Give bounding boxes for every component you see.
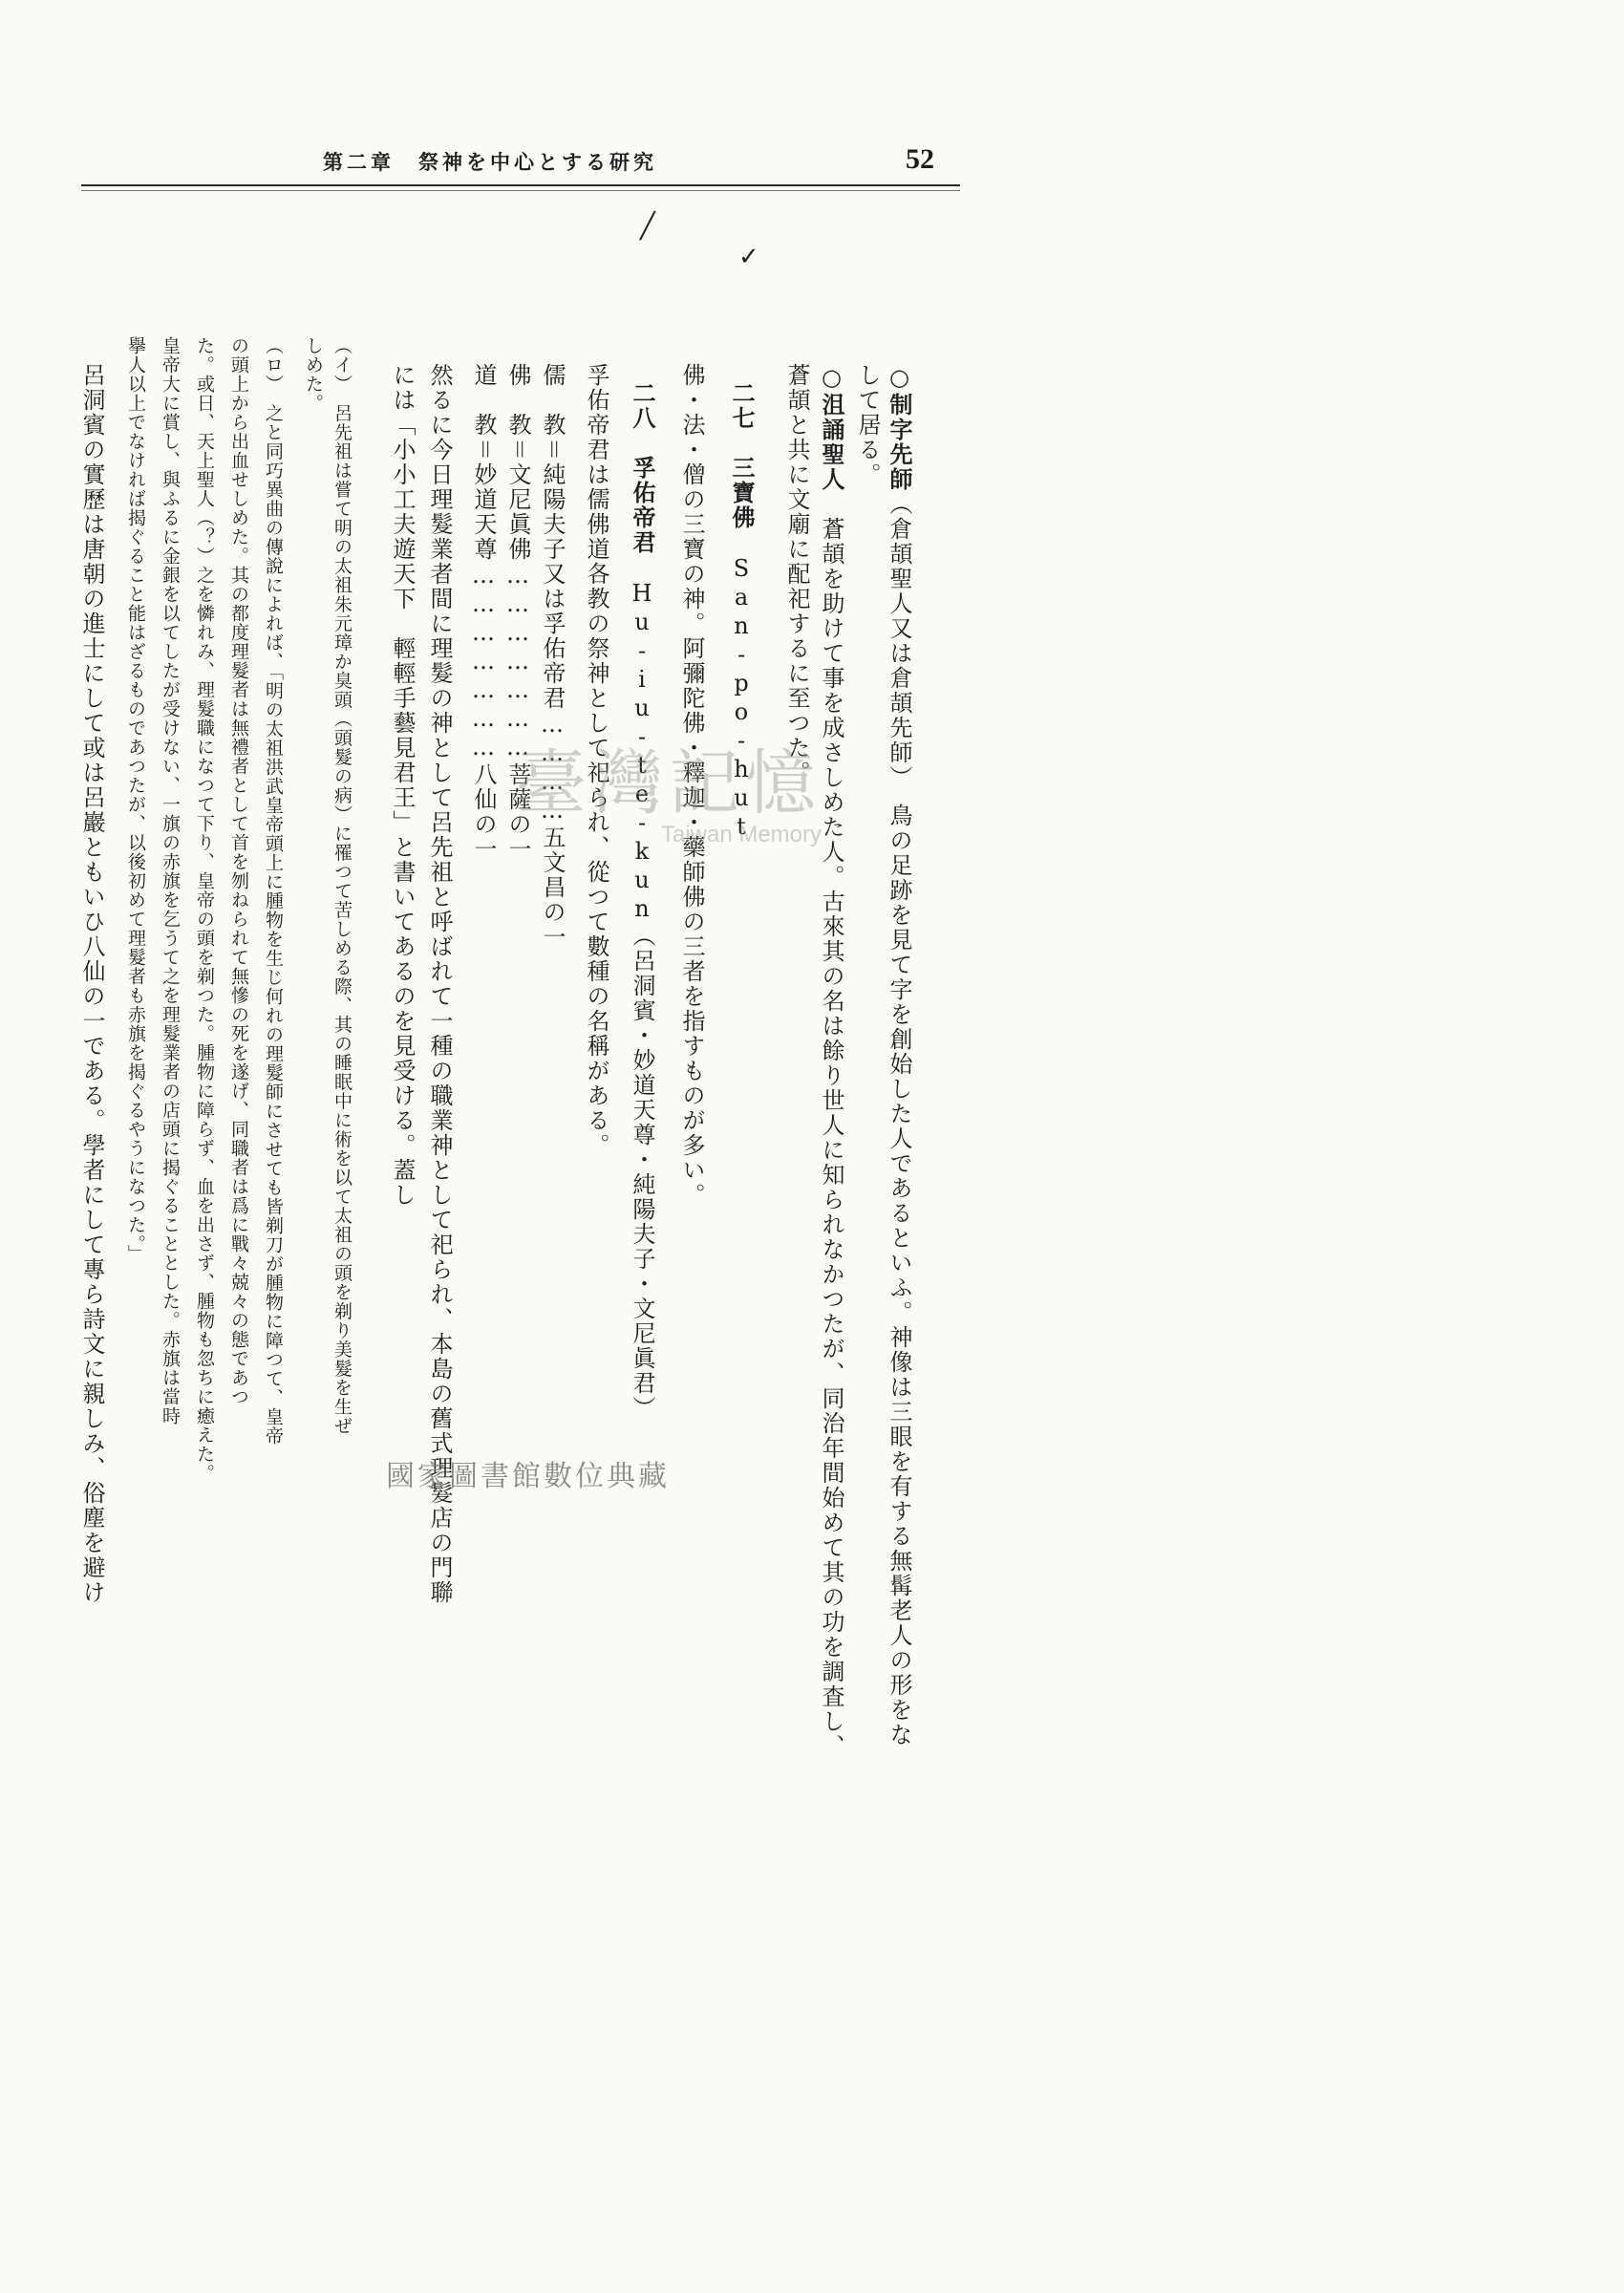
- watermark-subtext: Taiwan Memory: [660, 822, 822, 847]
- text-column: [125, 248, 176, 1264]
- column-text: の頭上から出血せしめた。其の都度理髮者は無禮者として首を刎ねられて無慘の死を遂げ、同職者は爲に戰々兢々の態であつ: [228, 336, 249, 1406]
- text-column: [160, 248, 210, 1425]
- checkmark-icon: ✓: [738, 243, 759, 271]
- header-rule: [81, 184, 960, 186]
- header-rule-thin: [81, 190, 960, 191]
- text-column: [426, 248, 480, 1605]
- running-header: 第二章 祭神を中心とする研究: [323, 150, 657, 174]
- checkmark-icon: ╱: [640, 212, 655, 241]
- romanization: Hu-iu-te-kun（呂洞賓・妙道天尊・純陽夫子・文尼眞君）: [629, 555, 655, 1421]
- text-column: [78, 248, 132, 1605]
- column-text: （イ） 呂先祖は嘗て明の太祖朱元璋か臭頭（頭髮の病）に罹つて苦しめる際、其の睡眠中に術を以て太祖の頭を剃り美髮を生ぜ: [331, 336, 353, 1436]
- column-text: 儒 教＝純陽夫子又は孚佑帝君…………五文昌の一: [539, 363, 566, 950]
- column-text: 擧人以上でなければ揭ぐること能はざるものであつたが、以後初めて理髮者も赤旗を揭ぐるやうになつた。」: [125, 336, 146, 1264]
- list-item-buddhism: [504, 248, 558, 862]
- section-heading-text: 二七 三寶佛: [728, 381, 756, 530]
- column-text: 蒼頡と共に文廟に配祀するに至つた。: [783, 363, 810, 785]
- column-text: して居る。: [854, 363, 881, 487]
- romanization: San-po-hut: [728, 530, 755, 842]
- entry-heading: ○沮誦聖人: [818, 363, 845, 492]
- column-entry-jusong-shengren: [818, 248, 871, 1759]
- text-column: [194, 248, 245, 1483]
- list-item-taoism: [470, 248, 524, 862]
- column-text: 然るに今日理髮業者間に理髮の神として呂先祖と呼ばれて一種の職業神として祀られ、本島の舊式理髮店の門聯: [426, 363, 453, 1605]
- watermark-text: 臺灣記憶: [516, 742, 822, 825]
- section-heading-text: 二八 孚佑帝君: [629, 381, 656, 555]
- column-text: には「小小工夫遊天下 輕輕手藝見君王」と書いてあるのを見受ける。蓋し: [389, 363, 416, 1208]
- note-i: [331, 248, 382, 1436]
- column-text: 佛 教＝文尼眞佛…………………菩薩の一: [504, 363, 531, 862]
- column-text: 皇帝大に賞し、與ふるに金銀を以てしたが受けない、一旗の赤旗を乞うて之を理髮業者の店頭に揭ぐることとした。赤旗は當時: [160, 336, 181, 1425]
- footer-text: 國家圖書館數位典藏: [386, 1460, 670, 1493]
- column-text: （ロ） 之と同巧異曲の傳說によれば、「明の太祖洪武皇帝頭上に腫物を生じ何れの理髮師にさせても皆剃刀が腫物に障つて、皇帝: [263, 336, 284, 1446]
- entry-heading: ○制字先師: [886, 363, 913, 492]
- column-text: た。或日、天上聖人（？）之を憐れみ、理髮職になつて下り、皇帝の頭を剃つた。腫物に障らず、血を出さず、腫物も忽ちに癒えた。: [194, 336, 215, 1483]
- text-column: [854, 248, 908, 487]
- column-text: 孚佑帝君は儒佛道各教の祭神として祀られ、從つて數種の名稱がある。: [583, 363, 609, 1158]
- text-column: [389, 248, 442, 1208]
- note-ro: [263, 248, 313, 1446]
- section-heading-28: [629, 263, 682, 1421]
- section-heading-27: [728, 263, 781, 842]
- list-item-confucianism: [539, 248, 592, 950]
- column-text: 呂洞賓の實歷は唐朝の進士にして或は呂巖ともいひ八仙の一である。學者にして專ら詩文に親しみ、俗塵を避け: [78, 363, 105, 1605]
- column-entry-zhizi-xianshi: [886, 248, 939, 1747]
- column-text: しめた。: [303, 336, 324, 413]
- text-column: [228, 248, 279, 1406]
- column-text: 佛・法・僧の三寶の神。阿彌陀佛・釋迦・藥師佛の三者を指すものが多い。: [678, 363, 705, 1208]
- text-column: [583, 248, 636, 1158]
- text-column: [678, 248, 732, 1208]
- text-column: [783, 248, 837, 785]
- column-text: 道 教＝妙道天尊…………………八仙の一: [470, 363, 497, 862]
- text-column: [303, 248, 353, 413]
- page-number: 52: [906, 143, 934, 175]
- column-text: （倉頡聖人又は倉頡先師） 鳥の足跡を見て字を創始した人であるといふ。神像は三眼を有する無髯老人の形をな: [886, 492, 912, 1747]
- column-text: 蒼頡を助けて事を成さしめた人。古來其の名は餘り世人に知られなかつたが、同治年間始めて其の功を調査し、: [818, 492, 844, 1759]
